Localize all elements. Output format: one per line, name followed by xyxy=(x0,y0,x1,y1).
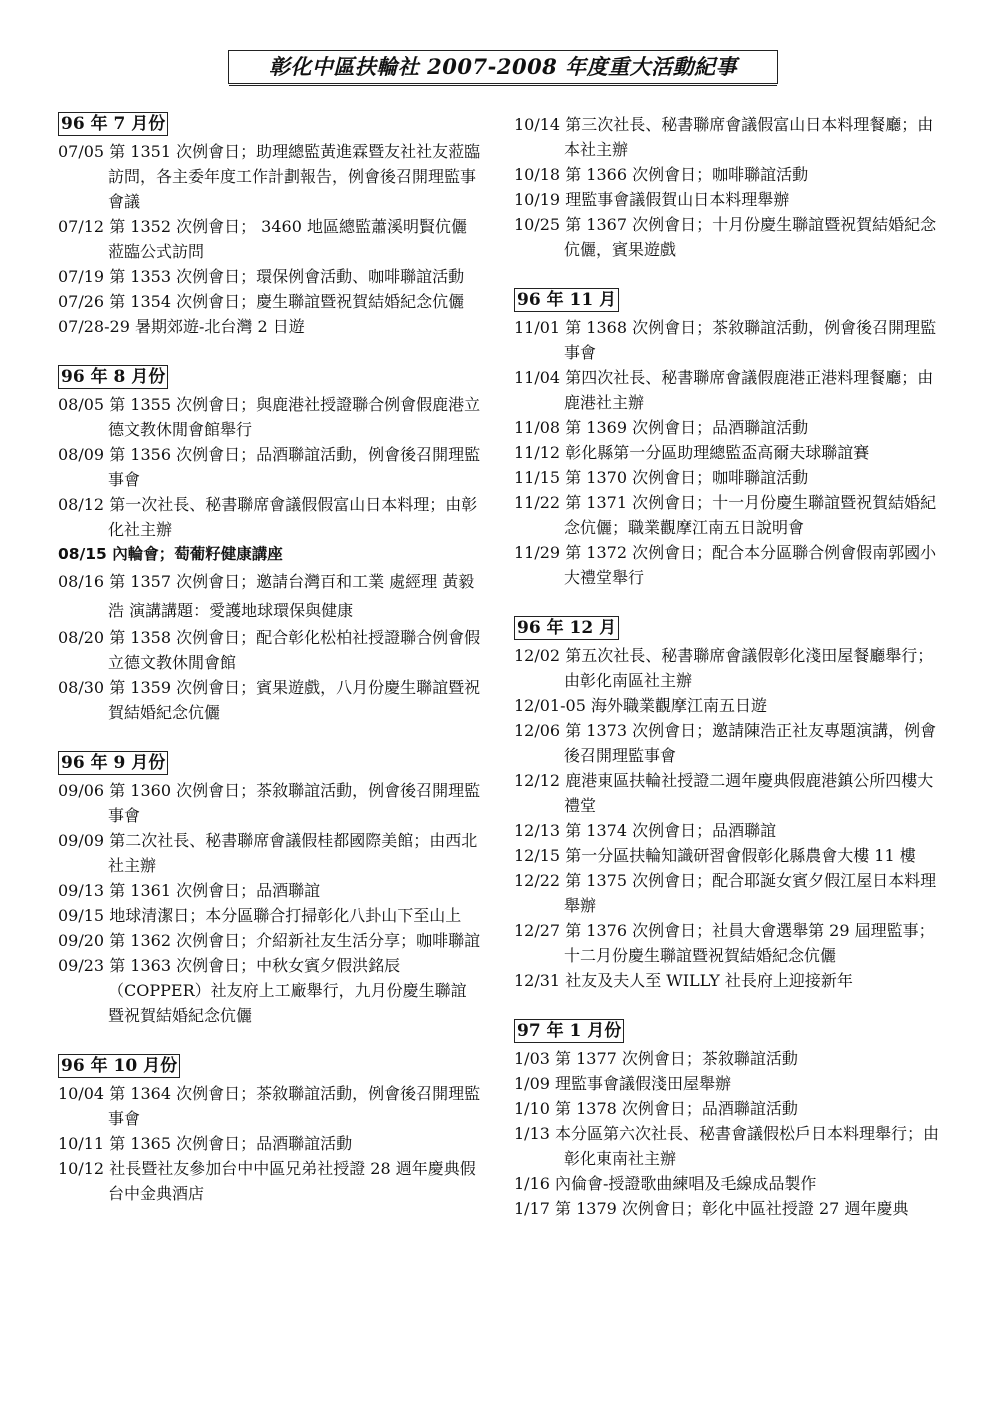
section-november xyxy=(514,288,942,590)
month-heading: 96 年 8 月份 xyxy=(58,365,168,389)
month-heading: 96 年 7 月份 xyxy=(58,112,168,136)
event-entry: 07/19 第 1353 次例會日；環保例會活動、咖啡聯誼活動 xyxy=(58,267,465,286)
event-entry: 11/01 第 1368 次例會日；茶敘聯誼活動，例會後召開理監事會 xyxy=(514,318,937,362)
event-entry: 07/26 第 1354 次例會日；慶生聯誼暨祝賀結婚紀念伉儷 xyxy=(58,292,465,311)
event-entry: 09/09 第二次社長、秘書聯席會議假桂都國際美館；由西北社主辦 xyxy=(58,831,478,875)
section-december xyxy=(514,616,942,993)
event-entry: 09/20 第 1362 次例會日；介紹新社友生活分享；咖啡聯誼 xyxy=(58,931,481,950)
event-entry: 1/10 第 1378 次例會日；品酒聯誼活動 xyxy=(514,1099,798,1118)
event-entry: 09/13 第 1361 次例會日；品酒聯誼 xyxy=(58,881,321,900)
month-heading: 97 年 1 月份 xyxy=(514,1019,624,1043)
month-heading: 96 年 9 月份 xyxy=(58,751,168,775)
event-entry: 11/12 彰化縣第一分區助理總監盃高爾夫球聯誼賽 xyxy=(514,443,870,462)
event-entry: 12/02 第五次社長、秘書聯席會議假彰化淺田屋餐廳舉行；由彰化南區社主辦 xyxy=(514,646,934,690)
event-entry: 12/06 第 1373 次例會日；邀請陳浩正社友專題演講，例會後召開理監事會 xyxy=(514,721,937,765)
event-entry: 09/23 第 1363 次例會日；中秋女賓夕假洪銘辰（COPPER）社友府上工廠舉行，九月份慶生聯誼暨祝賀結婚紀念伉儷 xyxy=(58,956,467,1025)
event-entry: 1/13 本分區第六次社長、秘書會議假松戶日本料理舉行；由彰化東南社主辦 xyxy=(514,1124,940,1168)
event-entry: 11/04 第四次社長、秘書聯席會議假鹿港正港料理餐廳；由鹿港社主辦 xyxy=(514,368,934,412)
section-august xyxy=(58,365,482,725)
event-entry: 09/15 地球清潔日；本分區聯合打掃彰化八卦山下至山上 xyxy=(58,906,462,925)
month-heading: 96 年 11 月 xyxy=(514,288,619,312)
event-entry: 12/01-05 海外職業觀摩江南五日遊 xyxy=(514,696,767,715)
event-entry: 09/06 第 1360 次例會日；茶敘聯誼活動，例會後召開理監事會 xyxy=(58,781,481,825)
event-entry: 1/03 第 1377 次例會日；茶敘聯誼活動 xyxy=(514,1049,798,1068)
event-entry: 08/09 第 1356 次例會日；品酒聯誼活動，例會後召開理監事會 xyxy=(58,445,481,489)
event-entry: 10/25 第 1367 次例會日；十月份慶生聯誼暨祝賀結婚紀念伉儷，賓果遊戲 xyxy=(514,215,937,259)
section-october xyxy=(58,1054,482,1206)
event-entry: 12/31 社友及夫人至 WILLY 社長府上迎接新年 xyxy=(514,971,853,990)
section-july xyxy=(58,112,482,339)
event-entry: 08/30 第 1359 次例會日；賓果遊戲，八月份慶生聯誼暨祝賀結婚紀念伉儷 xyxy=(58,678,481,722)
event-entry: 10/04 第 1364 次例會日；茶敘聯誼活動，例會後召開理監事會 xyxy=(58,1084,481,1128)
left-column xyxy=(58,112,482,1232)
event-entry: 11/15 第 1370 次例會日；咖啡聯誼活動 xyxy=(514,468,809,487)
event-entry: 10/11 第 1365 次例會日；品酒聯誼活動 xyxy=(58,1134,353,1153)
event-entry: 11/29 第 1372 次例會日；配合本分區聯合例會假南郭國小大禮堂舉行 xyxy=(514,543,937,587)
month-heading: 96 年 10 月份 xyxy=(58,1054,180,1078)
document-title: 彰化中區扶輪社 2007-2008 年度重大活動紀事 xyxy=(228,50,778,84)
event-entry: 10/18 第 1366 次例會日；咖啡聯誼活動 xyxy=(514,165,809,184)
section-september xyxy=(58,751,482,1028)
event-entry: 07/28-29 暑期郊遊-北台灣 2 日遊 xyxy=(58,317,305,336)
section-october-continued xyxy=(514,112,942,262)
event-entry: 10/12 社長暨社友參加台中中區兄弟社授證 28 週年慶典假台中金典酒店 xyxy=(58,1159,476,1203)
event-entry: 08/15 內輪會；萄葡籽健康講座 xyxy=(58,545,283,563)
month-heading: 96 年 12 月 xyxy=(514,616,619,640)
event-entry: 08/20 第 1358 次例會日；配合彰化松柏社授證聯合例會假立德文教休閒會館 xyxy=(58,628,481,672)
event-entry: 12/27 第 1376 次例會日；社員大會選舉第 29 屆理監事；十二月份慶生聯誼暨祝賀結婚紀念伉儷 xyxy=(514,921,935,965)
event-entry: 12/12 鹿港東區扶輪社授證二週年慶典假鹿港鎮公所四樓大禮堂 xyxy=(514,771,934,815)
event-entry: 10/19 理監事會議假賀山日本料理舉辦 xyxy=(514,190,790,209)
event-entry: 1/09 理監事會議假淺田屋舉辦 xyxy=(514,1074,732,1093)
event-entry: 07/05 第 1351 次例會日；助理總監黃進霖暨友社社友蒞臨訪問，各主委年度工作計劃報告，例會後召開理監事會議 xyxy=(58,142,481,211)
right-column xyxy=(514,112,942,1247)
event-entry: 1/17 第 1379 次例會日；彰化中區社授證 27 週年慶典 xyxy=(514,1199,909,1218)
event-entry: 12/13 第 1374 次例會日；品酒聯誼 xyxy=(514,821,777,840)
section-january xyxy=(514,1019,942,1221)
event-entry: 12/22 第 1375 次例會日；配合耶誕女賓夕假江屋日本料理舉辦 xyxy=(514,871,937,915)
event-entry: 10/14 第三次社長、秘書聯席會議假富山日本料理餐廳；由本社主辦 xyxy=(514,115,934,159)
event-entry: 11/08 第 1369 次例會日；品酒聯誼活動 xyxy=(514,418,809,437)
event-entry: 1/16 內倫會-授證歌曲練唱及毛線成品製作 xyxy=(514,1174,817,1193)
event-entry: 12/15 第一分區扶輪知識研習會假彰化縣農會大樓 11 樓 xyxy=(514,846,916,865)
event-entry: 11/22 第 1371 次例會日；十一月份慶生聯誼暨祝賀結婚紀念伉儷；職業觀摩江南五日說明會 xyxy=(514,493,937,537)
event-entry: 07/12 第 1352 次例會日； 3460 地區總監蕭溪明賢伉儷蒞臨公式訪問 xyxy=(58,217,467,261)
event-entry: 08/16 第 1357 次例會日；邀請台灣百和工業 處經理 黃毅浩 演講講題：愛護地球環保與健康 xyxy=(58,572,475,620)
event-entry: 08/12 第一次社長、秘書聯席會議假假富山日本料理；由彰化社主辦 xyxy=(58,495,478,539)
event-entry: 08/05 第 1355 次例會日；與鹿港社授證聯合例會假鹿港立德文教休閒會館舉行 xyxy=(58,395,481,439)
